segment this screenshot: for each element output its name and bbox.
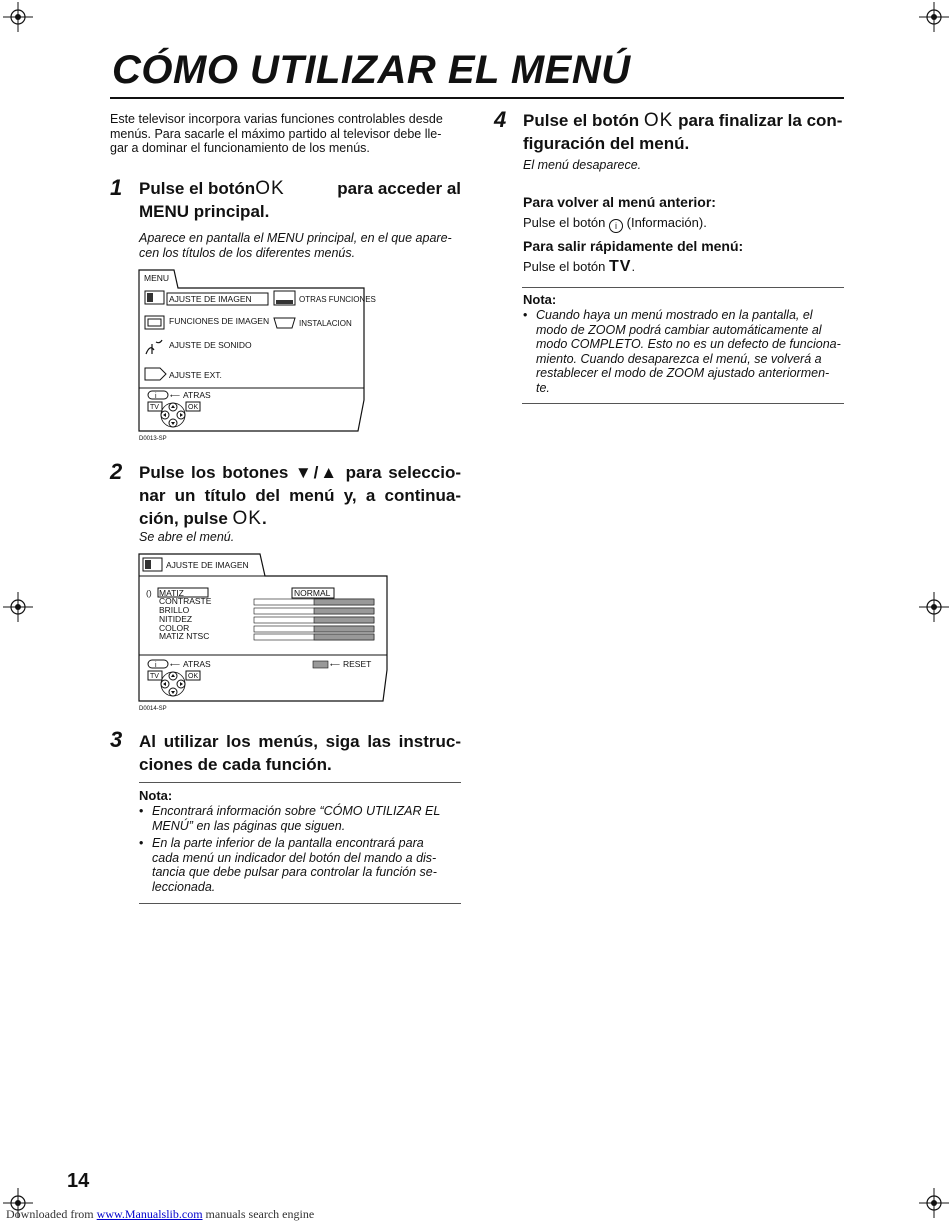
main-menu-illustration (138, 266, 376, 444)
figure-code: D0014-SP (139, 706, 167, 712)
info-icon: i (155, 393, 157, 400)
note-item: • Cuando haya un menú mostrado en la pantalla, el modo de ZOOM podrá cambiar automáticamente al modo COMPLETO. Esto no es un defecto de funciona- miento. Cuando desaparezca el menú, se volverá a restablecer el modo de ZOOM ajustado anteriormen- te. (523, 308, 841, 395)
menu-item: FUNCIONES DE IMAGEN (169, 316, 270, 326)
back-label: ATRAS (183, 659, 211, 669)
note-list (523, 308, 845, 396)
svg-text:OK: OK (188, 673, 199, 680)
back-section-title: Para volver al menú anterior: (523, 194, 716, 210)
svg-text:OK: OK (188, 404, 199, 411)
svg-text:⟵: ⟵ (170, 393, 181, 400)
ok-button-symbol: OK (643, 110, 674, 131)
reset-label: RESET (343, 659, 372, 669)
adjust-item: COLOR (159, 623, 190, 633)
registration-mark-icon (3, 592, 33, 622)
ok-button-symbol: OK (255, 178, 285, 199)
note-title: Nota: (139, 788, 173, 803)
menu-item: OTRAS FUNCIONES (299, 295, 376, 304)
info-icon: () (146, 588, 152, 598)
info-icon: i (609, 219, 623, 233)
step2-instruction: Pulse los botones ▼/▲ para seleccio- nar un título del menú y, a continua- ción, pulse OK. (139, 463, 461, 529)
note-rule (522, 403, 844, 404)
adjust-item: MATIZ (159, 588, 184, 598)
exit-section-title: Para salir rápidamente del menú: (523, 238, 744, 254)
exit-section-text: Pulse el botón TV. (523, 258, 636, 275)
adjust-item: CONTRASTE (159, 596, 212, 606)
picture-adjust-illustration (138, 552, 390, 714)
adjust-item: MATIZ NTSC (159, 631, 210, 641)
svg-text:⟵: ⟵ (330, 662, 341, 669)
adjust-item: NITIDEZ (159, 614, 193, 624)
step-number: 1 (110, 175, 123, 200)
registration-mark-icon (919, 1188, 949, 1218)
note-rule (139, 782, 461, 783)
note-item: • Encontrará información sobre “CÓMO UTILIZAR EL MENÚ” en las páginas que siguen. (139, 804, 441, 833)
step-number: 3 (110, 727, 123, 752)
adjust-item: BRILLO (159, 605, 190, 615)
registration-mark-icon (919, 592, 949, 622)
svg-text:TV: TV (150, 673, 159, 680)
step2-description: Se abre el menú. (139, 530, 235, 544)
page-number: 14 (67, 1170, 90, 1192)
step1-description: Aparece en pantalla el MENU principal, en el que apare- cen los títulos de los diferentes menús. (139, 231, 452, 260)
registration-mark-icon (3, 2, 33, 32)
title-rule (110, 97, 844, 99)
svg-text:⟵: ⟵ (170, 662, 181, 669)
menu-tab-label: AJUSTE DE IMAGEN (166, 560, 249, 570)
download-footer: Downloaded from www.Manualslib.com manuals search engine (6, 1207, 315, 1221)
figure-code: D0013-SP (139, 436, 167, 442)
page-title: CÓMO UTILIZAR EL MENÚ (112, 48, 631, 92)
step4-description: El menú desaparece. (523, 158, 642, 172)
registration-mark-icon (919, 2, 949, 32)
menu-tab-label: MENU (144, 273, 170, 283)
menu-item: AJUSTE DE SONIDO (169, 340, 252, 350)
tv-button-symbol: TV (609, 258, 632, 275)
back-section-text: Pulse el botón i (Información). (523, 215, 707, 231)
manualslib-link[interactable]: www.Manualslib.com (96, 1207, 203, 1221)
back-label: ATRAS (183, 390, 211, 400)
menu-item: INSTALACION (299, 319, 352, 328)
note-item: • En la parte inferior de la pantalla encontrará para cada menú un indicador del botón del mando a dis- tancia que debe pulsar para controlar la función se- leccionada. (139, 836, 437, 894)
level-bars (254, 599, 374, 640)
note-title: Nota: (523, 292, 557, 307)
ok-button-symbol: OK (232, 508, 262, 529)
step1-instruction: Pulse el botón OK para acceder al MENU principal. (139, 178, 461, 221)
step3-instruction: Al utilizar los menús, siga las instruc- ciones de cada función. (139, 732, 461, 774)
matiz-value: NORMAL (294, 588, 331, 598)
install-icon (274, 318, 295, 328)
step4-instruction: Pulse el botón OK para finalizar la con- figuración del menú. (523, 110, 843, 153)
menu-item: AJUSTE DE IMAGEN (169, 294, 252, 304)
note-rule (522, 287, 844, 288)
svg-text:TV: TV (150, 404, 159, 411)
step-number: 2 (110, 459, 123, 484)
menu-item: AJUSTE EXT. (169, 370, 222, 380)
note-rule (139, 903, 461, 904)
info-icon: i (155, 662, 157, 669)
intro-text: Este televisor incorpora varias funciones controlables desde menús. Para sacarle el máximo partido al televisor debe lle- gar a dominar el funcionamiento de los menús. (110, 112, 443, 156)
note-list (139, 804, 461, 895)
step-number: 4 (494, 107, 507, 132)
